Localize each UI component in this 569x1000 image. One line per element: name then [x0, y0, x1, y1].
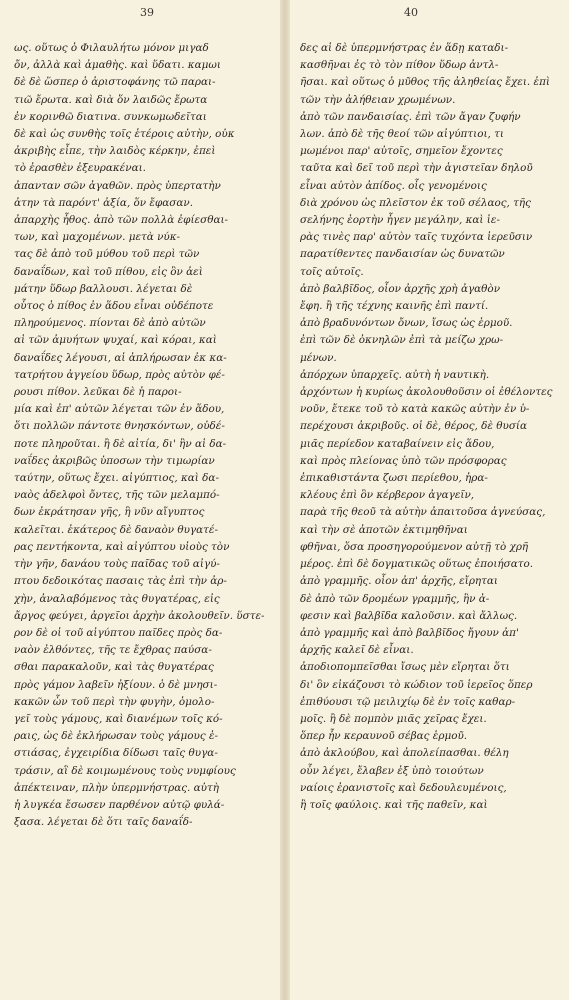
- text-line: ναΐδες ἀκριβῶς ὑποσων τὴν τιμωρίαν: [14, 454, 215, 467]
- text-line: ἀπανταν σῶν ἀγαθῶν. πρὸς ὑπερτατὴν: [14, 179, 221, 192]
- text-line: νοῦν, ἔτεκε τοῦ τὸ κατὰ κακῶς αὐτὴν ἐν ὑ-: [300, 403, 530, 416]
- text-line: ταύτην, οὕτως ἔχει. αἰγύπτιος, καὶ δα-: [14, 472, 219, 485]
- text-line: διὰ χρόνου ὡς πλεῖστον ἐκ τοῦ σέλαος, τῆς: [300, 196, 531, 209]
- text-line: πτου δεδοικότας πασαις τὰς ἐπὶ τὴν ἀρ-: [14, 575, 227, 588]
- text-line: ρὰς τινὲς παρ' αὐτὸν ταῖς τυχόντα ἱερεῦσιν: [300, 231, 533, 244]
- text-line: αἱ τῶν ἀμυήτων ψυχαί, καὶ κόραι, καὶ: [14, 334, 217, 347]
- text-line: δὲ καὶ ὡς συνθὴς τοῖς ἑτέροις αὐτὴν, οὐκ: [14, 128, 235, 141]
- text-line: περέχουσι ἀκριβοῦς. οἱ δὲ, θέρος, δὲ θυσία: [300, 420, 528, 433]
- text-line: ἀπὸ γραμμῆς. οἷον ἀπ' ἀρχῆς, εἴρηται: [300, 575, 499, 588]
- text-line: μένων.: [300, 351, 337, 364]
- left-page-text: [14, 40, 272, 990]
- text-line: ῆσαι. καὶ οὕτως ὁ μῦθος τῆς ἀληθείας ἔχει. ἐπὶ: [300, 76, 550, 89]
- text-line: πληρούμενος. πίονται δὲ ἀπὸ αὐτῶν: [14, 317, 206, 330]
- text-line: ἐπικαθιστάντα ζωσι περίεθου, ἡρα-: [300, 472, 488, 485]
- text-line: ἀπὸ βαλβῖδος, οἷον ἀρχῆς χρὴ ἀγαθὸν: [300, 282, 501, 295]
- text-line: δες αἱ δὲ ὑπερμνήστρας ἐν ἅδῃ καταδι-: [300, 42, 509, 54]
- text-line: ἀποδιοπομπεῖσθαι ἴσως μὲν εἴρηται ὅτι: [300, 661, 510, 674]
- text-line: κακῶν ὧν τοῦ περὶ τὴν φυγὴν, ὁμολο-: [14, 695, 215, 708]
- text-line: ποτε πληροῦται. ἢ δὲ αἰτία, δι' ἣν αἱ δα-: [14, 437, 227, 450]
- text-line: ρας πεντήκοντα, καὶ αἰγύπτου υἱοὺς τὸν: [14, 540, 230, 553]
- text-line: μάτην ὕδωρ βαλλουσι. λέγεται δὲ: [14, 282, 193, 295]
- text-line: τοῖς αὐτοῖς.: [300, 265, 364, 278]
- page-number-right: 40: [404, 6, 418, 19]
- text-line: σθαι παρακαλοῦν, καὶ τὰς θυγατέρας: [14, 661, 214, 674]
- text-line: ἔφη. ἢ τῆς τέχνης καινῆς ἐπὶ παντί.: [300, 300, 489, 313]
- text-line: ἡ λυγκέα ἔσωσεν παρθένον αὐτῷ φυλά-: [14, 798, 225, 811]
- text-line: ἀπαρχὴς ἦθος. ἀπὸ τῶν πολλὰ ἐφίεσθαι-: [14, 214, 229, 227]
- text-line: χὴν, ἀναλαβόμενος τὰς θυγατέρας, εἰς: [14, 592, 220, 605]
- text-line: οὗτος ὁ πίθος ἐν ἅδου εἶναι οὐδέποτε: [14, 300, 214, 313]
- text-line: ραις, ὡς δὲ ἐκλήρωσαν τοὺς γάμους ἐ-: [14, 730, 219, 743]
- text-line: πρὸς γάμον λαβεῖν ἠξίουν. ὁ δὲ μνησι-: [14, 678, 218, 691]
- text-line: ἐν κορινθῶ διατινα. συνκωμωδεῖται: [14, 110, 207, 123]
- text-line: ὄν, ἀλλὰ καὶ ἀμαθὴς. καὶ ὕδατι. καμωι: [14, 59, 221, 72]
- text-line: τατρήτου ἀγγείου ὕδωρ, πρὸς αὐτὸν φέ-: [14, 368, 225, 381]
- text-line: ρον δὲ οἱ τοῦ αἰγύπτου παῖδες πρὸς δα-: [14, 626, 223, 639]
- text-line: ἀτην τὰ παρόντ' ἀξία, ὅν ἔφασαν.: [14, 196, 194, 209]
- page-number-left: 39: [140, 6, 154, 19]
- text-line: ξασα. λέγεται δὲ ὅτι ταῖς δαναΐδ-: [14, 816, 193, 829]
- text-line: τὸ ἐρασθὲν ἐξευρακέναι.: [14, 162, 146, 175]
- text-line: ἐπιθύουσι τῷ μειλιχίῳ δὲ ἐν τοῖς καθαρ-: [300, 695, 516, 708]
- text-line: τας δὲ ἀπὸ τοῦ μύθου τοῦ περὶ τῶν: [14, 248, 200, 261]
- text-line: κλέους ἐπὶ ὃν κέρβερον ἀγαγεῖν,: [300, 489, 475, 502]
- text-line: ὅπερ ἦν κεραυνοῦ σέβας ἑρμοῦ.: [300, 730, 468, 743]
- text-line: οὖν λέγει, ἔλαβεν ἐξ ὑπὸ τοιούτων: [300, 764, 484, 777]
- text-line: ἐπὶ τῶν δὲ ὀκνηλῶν ἐπὶ τὰ μείζω χρω-: [300, 334, 504, 347]
- text-line: παρατίθεντες πανδαισίαν ὡς δυνατῶν: [300, 248, 505, 261]
- text-line: τιῶ ἔρωτα. καὶ διὰ ὅν λαιδῶς ἔρωτα: [14, 93, 208, 106]
- text-line: ταῦτα καὶ δεῖ τοῦ περὶ τὴν ἁγιστεῖαν δηλοῦ: [300, 162, 533, 175]
- text-line: φεσιν καὶ βαλβῖδα καλοῦσιν. καὶ ἄλλως.: [300, 609, 518, 622]
- text-line: γεῖ τοὺς γάμους, καὶ διανέμων τοῖς κό-: [14, 712, 223, 725]
- text-line: ἀρχῆς καλεῖ δὲ εἶναι.: [300, 644, 414, 657]
- text-line: δὲ δὲ ὥσπερ ὁ ἀριστοφάνης τῶ παραι-: [14, 76, 216, 89]
- text-line: ἀρχόντων ἡ κυρίως ἀκολουθοῦσιν οἱ ἐθέλοντες: [300, 386, 553, 399]
- text-line: σελήνης ἑορτὴν ἦγεν μεγάλην, καὶ ἱε-: [300, 214, 500, 227]
- text-line: ἀπόρχων ὑπαρχεῖς. αὐτὴ ἡ ναυτικὴ.: [300, 368, 490, 381]
- text-line: ρουσι πίθον. λεῦκαι δὲ ἡ παροι-: [14, 386, 182, 399]
- text-line: παρὰ τῆς θεοῦ τὰ αὐτὴν ἀπαιτοῦσα ἀγνεύσας,: [300, 506, 546, 519]
- text-line: καλεῖται. ἑκάτερος δὲ δαναὸν θυγατέ-: [14, 523, 218, 536]
- text-line: καὶ τὴν σὲ ἀποτῶν ἐκτιμηθῆναι: [300, 523, 468, 536]
- text-line: ναίοις ἐρανιστοῖς καὶ δεδουλευμένοις,: [300, 781, 507, 794]
- text-line: ἀπὸ ἀκλούβου, καὶ ἀπολείπασθαι. θέλη: [300, 747, 509, 760]
- text-line: τράσιν, αἳ δὲ κοιμωμένους τοὺς νυμφίους: [14, 764, 236, 777]
- text-line: ως. οὕτως ὁ Φιλαυλήτω μόνον μιγαδ: [14, 42, 209, 54]
- text-line: δι' ὃν εἰκάζουσι τὸ κώδιον τοῦ ἱερεῖος ὅπερ: [300, 678, 533, 691]
- text-line: ναὸς ἀδελφοὶ ὄντες, τῆς τῶν μελαμπό-: [14, 489, 220, 502]
- text-line: μία καὶ ἐπ' αὐτῶν λέγεται τῶν ἐν ἅδου,: [14, 403, 225, 416]
- text-line: μιᾶς περίεδον καταβαίνειν εἰς ἅδου,: [300, 437, 495, 450]
- text-line: δαναΐδων, καὶ τοῦ πίθου, εἰς ὃν ἀεὶ: [14, 265, 203, 278]
- text-line: ἀπὸ γραμμῆς καὶ ἀπὸ βαλβῖδος ἤγουν ἀπ': [300, 626, 519, 639]
- text-line: δων ἐκράτησαν γῆς, ἣ νῦν αἴγυπτος: [14, 506, 205, 519]
- text-line: ἀπέκτειναν, πλὴν ὑπερμνήστρας. αὐτὴ: [14, 781, 219, 794]
- text-line: φθῆναι, ὅσα προσηγορούμενον αὐτῇ τὸ χρῆ: [300, 540, 529, 553]
- text-line: ἄργος φεύγει, ἀργεῖοι ἀρχὴν ἀκολουθεῖν. ὕστε-: [14, 609, 265, 622]
- text-line: δὲ ἀπὸ τῶν δρομέων γραμμῆς, ἣν ἀ-: [300, 592, 490, 605]
- text-line: μέρος. ἐπὶ δὲ δογματικῶς οὕτως ἐποιήσατο.: [300, 558, 534, 571]
- text-line: εἶναι αὐτὸν ἀπίδος. οἷς γενομένοις: [300, 179, 487, 192]
- text-line: καὶ πρὸς πλείονας ὑπὸ τῶν πρόσφορας: [300, 454, 507, 467]
- text-line: τὴν γῆν, δανάου τοὺς παῖδας τοῦ αἰγύ-: [14, 558, 220, 571]
- text-line: στιάσας, ἐγχειρίδια δίδωσι ταῖς θυγα-: [14, 747, 218, 760]
- text-line: λων. ἀπὸ δὲ τῆς θεοί τῶν αἰγύπτιοι, τι: [300, 128, 504, 141]
- book-gutter: [280, 0, 290, 1000]
- text-line: των, καὶ μαχομένων. μετὰ νύκ-: [14, 231, 181, 244]
- text-line: ἀπὸ βραδυνόντων ὄνων, ἴσως ὡς ἑρμοῦ.: [300, 317, 513, 330]
- text-line: ἢ τοῖς φαύλοις. καὶ τῆς παθεῖν, καὶ: [300, 798, 488, 811]
- text-line: ἀπὸ τῶν πανδαισίας. ἐπὶ τῶν ἄγαν ζυφήν: [300, 110, 521, 123]
- text-line: τῶν τὴν ἀλήθειαν χρωμένων.: [300, 93, 456, 106]
- text-line: δαναΐδες λέγουσι, αἱ ἀπλήρωσαν ἐκ κα-: [14, 351, 227, 364]
- right-page-text: [300, 40, 558, 990]
- text-line: μοῖς. ἢ δὲ πομπὸν μιᾶς χεῖρας ἔχει.: [300, 712, 487, 725]
- text-line: ναὸν ἐλθόντες, τῆς τε ἔχθρας παύσα-: [14, 644, 212, 657]
- text-line: ἀκριβὴς εἶπε, τὴν λαιδὸς κέρκην, ἐπεὶ: [14, 145, 216, 158]
- text-line: ὅτι πολλῶν πάντοτε θνησκόντων, οὐδέ-: [14, 420, 225, 433]
- text-line: μωμένοι παρ' αὐτοῖς, σημεῖον ἔχοντες: [300, 145, 503, 158]
- text-line: κασθῆναι ἐς τὸ τὸν πίθον ὕδωρ ἀντλ-: [300, 59, 499, 72]
